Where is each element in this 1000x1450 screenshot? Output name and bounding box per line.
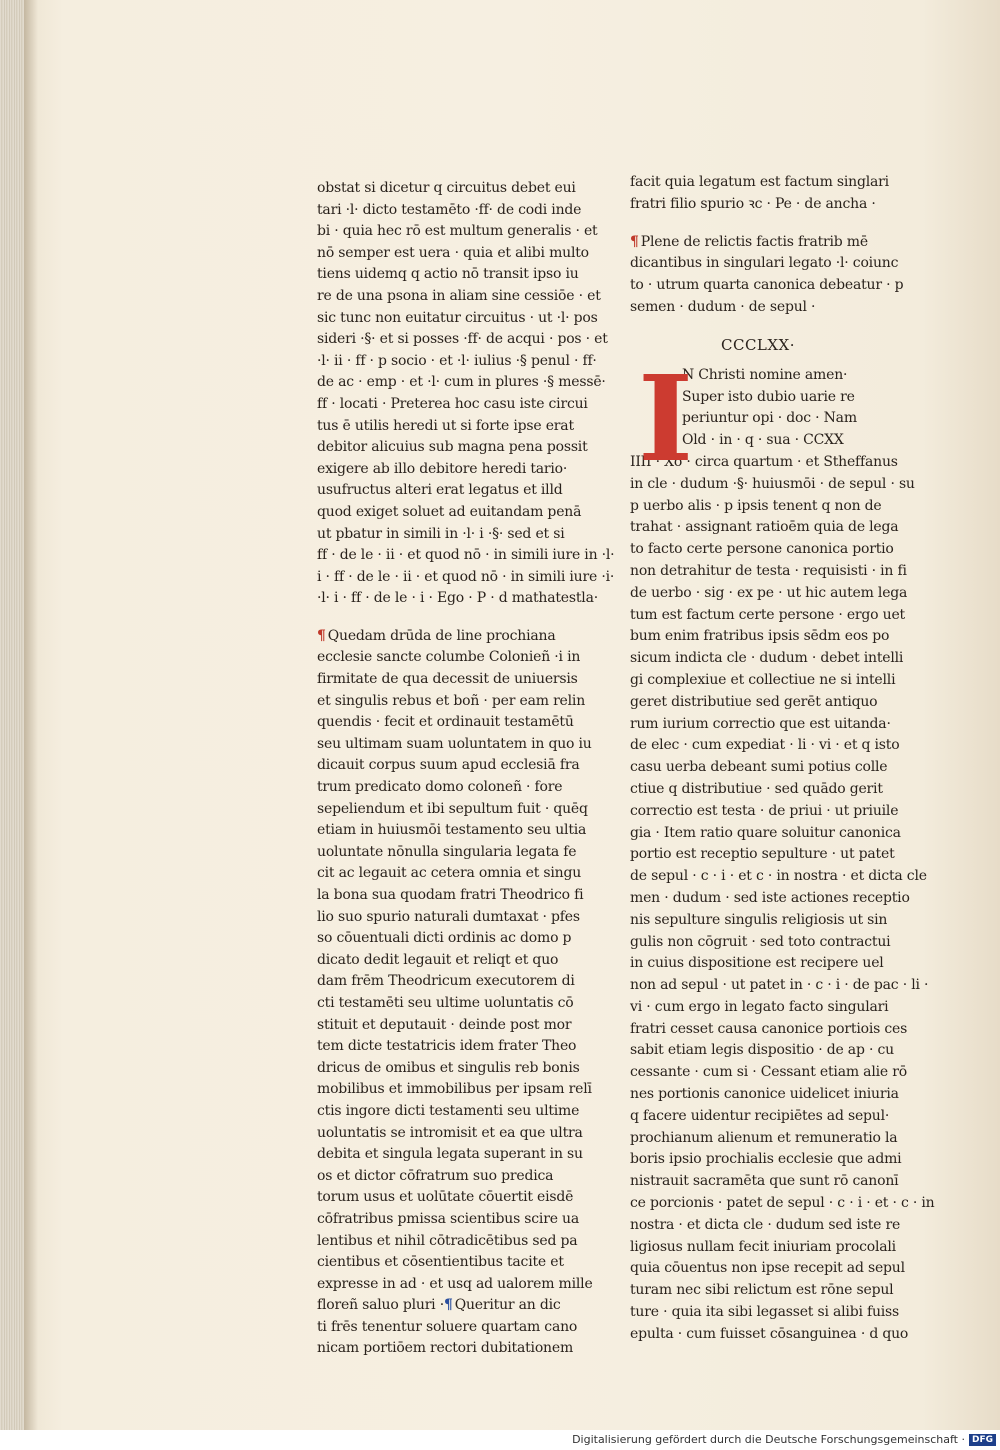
left-para-1 [317,178,615,610]
line-text: gi complexiue et collectiue ne si intelli [630,671,896,688]
paragraph-mark-icon: ¶ [443,1297,453,1314]
line-text: Old · in · q · sua · CCXX [682,432,844,449]
line-text: quendis · fecit et ordinauit testamētū [317,714,574,731]
text-line [630,561,907,583]
line-text: tem dicte testatricis idem frater Theo [317,1038,577,1055]
text-line [317,351,597,373]
line-text: debita et singula legata superant in su [317,1146,583,1163]
line-text: la bona sua quodam fratri Theodrico fi [317,887,584,903]
line-text: so cōuentuali dicti ordinis ac domo p [317,930,572,947]
line-text: de ac · emp · et ·l· cum in plures ·§ messē· [317,374,606,391]
line-text: nis sepulture singulis religiosis ut sin [630,911,888,928]
text-line [317,734,592,756]
text-line [682,365,886,387]
text-line [630,583,908,605]
line-text: de uerbo · sig · ex pe · ut hic autem lega [630,584,908,601]
line-text: ·l· ii · ff · p socio · et ·l· iulius ·§ penul · ff· [317,352,597,369]
line-text: ctiue q distributiue · sed quādo gerit [630,780,883,797]
line-text: non detrahitur de testa · requisisti · in fi [630,562,907,579]
line-text: etiam in huiusmōi testamento seu ultia [317,822,587,839]
line-text: debitor alicuius sub magna pena possit [317,439,588,456]
text-line [317,863,582,885]
text-line [630,626,890,648]
line-text: cientibus et cōsentientibus tacite et [317,1254,564,1271]
line-text: facit quia legatum est factum singlari [630,174,889,190]
text-line [630,232,886,254]
text-line [317,243,589,265]
line-text: exigere ab illo debitore heredi tario· [317,460,568,477]
text-line [630,1040,894,1062]
line-text: Queritur an dic [454,1297,561,1314]
paragraph-mark-icon: ¶ [317,627,326,644]
text-line [630,648,904,670]
text-line [630,997,889,1019]
line-text: i · ff · de le · ii · et quod nō · in simili iure ·i· [317,568,615,585]
text-line [630,517,899,539]
right-para-3 [630,452,935,1346]
text-line [317,200,582,222]
text-line [317,1123,583,1145]
line-text: nicam portiōem rectori dubitationem [317,1340,574,1357]
text-line [630,605,905,627]
text-line [317,1252,565,1274]
text-line [317,1209,579,1231]
text-line [630,823,901,845]
line-text: ff · locati · Preterea hoc casu iste circui [317,395,588,412]
text-line [682,430,886,452]
text-line [317,394,588,416]
text-line [630,953,886,975]
text-line [630,975,929,997]
line-text: uoluntate nōnulla singularia legata fe [317,843,577,860]
right-para-1 [630,172,889,216]
line-text: trum predicato domo coloneñ · fore [317,779,563,796]
line-text: ecclesie sancte columbe Colonieñ ·i in [317,649,581,666]
text-line [317,1274,593,1296]
text-line [317,777,565,799]
text-line [317,308,598,330]
line-text: cit ac legauit ac cetera omnia et singu [317,865,582,882]
text-line [317,1338,574,1360]
text-line [630,1171,899,1193]
line-text: floreñ saluo pluri · [317,1297,444,1314]
line-text: usufructus alteri erat legatus et illd [317,482,563,499]
line-text: geret distributiue sed gerēt antiquo [630,693,878,710]
line-text: ·l· i · ff · de le · i · Ego · P · d mathatestla· [317,590,598,607]
text-line [630,1193,935,1215]
line-text: tari ·l· dicto testamēto ·ff· de codi inde [317,201,582,218]
line-text: stituit et deputauit · deinde post mor [317,1016,572,1033]
line-text: epulta · cum fuisset cōsanguinea · d quo [630,1325,909,1342]
text-line [317,524,565,546]
line-text: lio suo spurio naturali dumtaxat · pfes [317,908,580,925]
line-text: Super isto dubio uarie re [682,388,855,405]
text-line [317,588,598,610]
line-text: vi · cum ergo in legato facto singulari [630,998,889,1015]
text-line [317,286,601,308]
text-line [630,1258,905,1280]
line-text: correctio est testa · de priui · ut priuile [630,802,899,819]
line-text: dam frēm Theodricum executorem di [317,973,575,990]
right-text-column [630,172,935,1346]
text-line [630,275,904,297]
line-text: cti testamēti seu ultime uoluntatis cō [317,994,574,1011]
line-text: in cle · dudum ·§· huiusmōi · de sepul · su [630,475,915,492]
line-text: seu ultimam suam uoluntatem in quo iu [317,735,592,752]
text-line [630,297,886,319]
text-line [317,459,568,481]
line-text: os et dictor cōfratrum suo predica [317,1167,554,1184]
text-line [317,885,584,907]
line-text: cōfratribus pmissa scientibus scire ua [317,1210,579,1227]
text-line [317,567,615,589]
text-line [630,1302,900,1324]
line-text: nes portionis canonice uidelicet iniuria [630,1086,899,1103]
text-line [317,669,578,691]
rubricated-initial: I [638,348,693,488]
line-text: prochianum alienum et remuneratio la [630,1129,898,1146]
text-line [630,670,896,692]
line-text: obstat si dicetur q circuitus debet eui [317,180,576,196]
dfg-logo: DFG [969,1434,996,1446]
gutter-shadow [24,0,38,1430]
text-line [682,387,886,409]
line-text: cessante · cum si · Cessant etiam alie rō [630,1064,907,1081]
text-line [317,842,577,864]
line-text: et singulis rebus et boñ · per eam relin [317,692,586,709]
text-line [317,1295,565,1317]
text-line [630,866,927,888]
line-text: expresse in ad · et usq ad ualorem mille [317,1275,593,1292]
text-line [317,820,587,842]
left-text-column [317,178,615,1360]
line-text: trahat · assignant ratioēm quia de lega [630,519,899,536]
text-line [317,1101,580,1123]
text-line [317,647,581,669]
line-text: dicantibus in singulari legato ·l· coiunc [630,255,899,272]
text-line [630,539,894,561]
line-text: ligiosus nullam fecit iniuriam procolali [630,1238,896,1255]
left-para-2 [317,626,593,1360]
text-line [630,692,886,714]
line-text: in cuius dispositione est recipere uel [630,955,884,972]
text-line [317,755,580,777]
line-text: ti frēs tenentur soluere quartam cano [317,1318,578,1335]
text-line [630,253,899,275]
text-line [630,757,886,779]
line-text: nostra · et dicta cle · dudum sed iste re [630,1216,901,1233]
line-text: re de una psona in aliam sine cessiōe · et [317,287,601,304]
line-text: tum est factum certe persone · ergo uet [630,606,905,623]
text-line [317,691,586,713]
text-line [317,1187,574,1209]
text-line [317,178,576,200]
text-line [630,1106,890,1128]
line-text: nistrauit sacramēta que sunt rō canonī [630,1173,899,1190]
right-para-2 [630,232,904,319]
text-line [317,1036,577,1058]
line-text: tus ē utilis heredi ut si forte ipse erat [317,417,574,434]
text-line [317,1079,592,1101]
line-text: gia · Item ratio quare soluitur canonica [630,824,901,841]
line-text: N Christi nomine amen· [682,366,848,383]
line-text: periuntur opi · doc · Nam [682,410,857,427]
line-text: bi · quia hec rō est multum generalis · et [317,223,598,240]
text-line [630,1149,902,1171]
line-text: dicato dedit legauit et reliqt et quo [317,951,559,968]
text-line [317,1166,565,1188]
text-line [317,329,608,351]
text-line [317,799,588,821]
book-page-edges [0,0,25,1430]
text-line [630,172,889,194]
line-text: ff · de le · ii · et quod nō · in simili iure in ·l· [317,547,615,564]
line-text: p uerbo alis · p ipsis tenent q non de [630,497,882,514]
text-line [630,910,886,932]
text-line [682,408,886,430]
text-line [630,1019,908,1041]
line-text: IIII · Xo · circa quartum · et Stheffanus [630,453,898,470]
line-text: de elec · cum expediat · li · vi · et q isto [630,737,900,754]
text-line [317,221,598,243]
line-text: turam nec sibi relictum est rōne sepul [630,1282,894,1299]
line-text: rum iurium correctio que est uitanda· [630,715,891,732]
text-line [630,888,910,910]
text-line [630,844,895,866]
text-line [630,1324,909,1346]
line-text: portio est receptio sepulture · ut patet [630,846,895,863]
text-line [317,437,588,459]
line-text: mobilibus et immobilibus per ipsam relī [317,1081,592,1098]
line-text: gulis non cōgruit · sed toto contractui [630,933,891,950]
text-line [317,545,615,567]
text-line [317,502,582,524]
line-text: torum usus et uolūtate cōuertit eisdē [317,1189,574,1206]
text-line [630,1280,894,1302]
text-line [630,779,886,801]
line-text: de sepul · c · i · et c · in nostra · et dicta cle [630,868,927,885]
line-text: sabit etiam legis dispositio · de ap · cu [630,1042,894,1059]
text-line [630,801,899,823]
line-text: boris ipsio prochialis ecclesie que admi [630,1151,902,1168]
text-line [317,1144,583,1166]
line-text: sepeliendum et ibi sepultum fuit · quēq [317,800,588,817]
line-text: semen · dudum · de sepul · [630,298,816,315]
line-text: non ad sepul · ut patet in · c · i · de pac · li · [630,977,929,994]
line-text: ce porcionis · patet de sepul · c · i · et · c · in [630,1195,935,1212]
line-text: lentibus et nihil cōtradicētibus sed pa [317,1232,578,1249]
line-text: casu uerba debeant sumi potius colle [630,759,888,776]
line-text: quod exiget soluet ad euitandam penā [317,503,582,520]
text-line [317,950,565,972]
line-text: fratri filio spurio ꝛc · Pe · de ancha · [630,195,876,212]
line-text: to · utrum quarta canonica debeatur · p [630,277,904,294]
text-line [630,1062,907,1084]
text-line [317,1015,572,1037]
text-line [317,264,579,286]
digitization-footer [0,1430,1000,1450]
line-text: men · dudum · sed iste actiones receptio [630,889,910,906]
text-line [317,712,574,734]
line-text: to facto certe persone canonica portio [630,541,894,558]
line-text: tiens uidemq q actio nō transit ipso iu [317,266,579,283]
line-text: nō semper est uera · quia et alibi multo [317,244,589,261]
line-text: dricus de omibus et singulis reb bonis [317,1059,580,1076]
chapter-heading: CCCLXX· [720,335,796,354]
text-line [630,194,886,216]
line-text: fratri cesset causa canonice portiois ces [630,1020,908,1037]
line-text: sicum indicta cle · dudum · debet intelli [630,650,904,667]
line-text: Plene de relictis factis fratrib mē [640,233,868,250]
text-line [630,1215,901,1237]
text-line [630,496,886,518]
line-text: ut pbatur in simili in ·l· i ·§· sed et si [317,525,565,542]
text-line [630,1128,898,1150]
text-line [630,932,891,954]
line-text: sideri ·§· et si posses ·ff· de acqui · pos · et [317,331,608,348]
line-text: dicauit corpus suum apud ecclesiā fra [317,757,580,774]
text-line [317,993,574,1015]
text-line [630,1084,899,1106]
text-line [317,928,572,950]
line-text: ture · quia ita sibi legasset si alibi fuiss [630,1304,900,1321]
line-text: ctis ingore dicti testamenti seu ultime [317,1102,580,1119]
line-text: firmitate de qua decessit de uniuersis [317,671,578,688]
text-line [317,372,606,394]
line-text: q facere uidentur recipiētes ad sepul· [630,1107,890,1124]
footer-credit: Digitalisierung gefördert durch die Deutsche Forschungsgemeinschaft · [572,1433,965,1446]
text-line [317,480,565,502]
line-text: Quedam drūda de line prochiana [327,627,556,644]
text-line [630,714,891,736]
paragraph-mark-icon: ¶ [630,233,639,250]
line-text: sic tunc non euitatur circuitus · ut ·l· pos [317,309,598,326]
text-line [317,1058,580,1080]
line-text: quia cōuentus non ipse recepit ad sepul [630,1260,905,1277]
text-line [317,416,574,438]
text-line [317,626,565,648]
text-line [317,1231,578,1253]
text-line [317,971,575,993]
line-text: uoluntatis se intromisit et ea que ultra [317,1124,583,1141]
text-line [630,735,900,757]
text-line [317,907,580,929]
line-text: bum enim fratribus ipsis sēdm eos po [630,628,890,645]
text-line [317,1317,578,1339]
text-line [630,1237,896,1259]
